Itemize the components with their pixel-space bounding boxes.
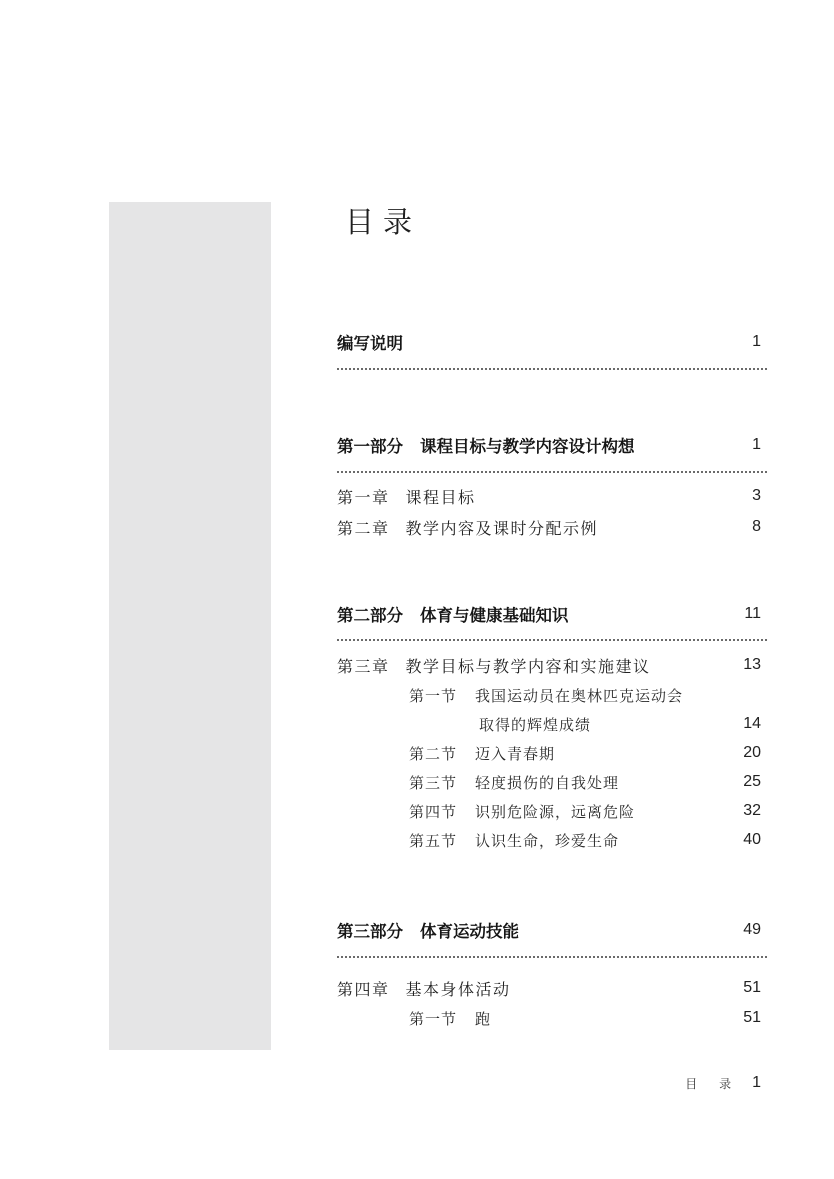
footer-page-number: 1 [752,1074,761,1091]
part-number: 第一部分 [337,437,403,456]
chapter-number: 第四章 [337,979,390,999]
part-number: 第三部分 [337,922,403,941]
part-title: 体育运动技能 [420,922,519,941]
chapter-number: 第一章 [337,487,390,507]
toc-entry-page: 1 [752,436,761,453]
part-number: 第二部分 [337,606,403,625]
toc-entry-chapter-1[interactable] [337,483,761,509]
chapter-number: 第三章 [337,656,390,676]
section-number: 第四节 [409,802,458,821]
toc-entry-section-3-4[interactable] [337,798,761,824]
section-title: 轻度损伤的自我处理 [475,773,620,792]
section-number: 第一节 [409,1009,458,1028]
toc-entry-chapter-2[interactable] [337,514,761,540]
toc-entry-page: 11 [744,605,761,622]
section-number: 第一节 [409,686,458,705]
chapter-number: 第二章 [337,518,390,538]
toc-entry-preface[interactable] [337,329,761,355]
toc-entry-section-3-2[interactable] [337,740,761,766]
toc-entry-part-3[interactable] [337,917,761,943]
toc-entry-page: 25 [743,773,761,790]
toc-entry-page: 49 [743,921,761,938]
chapter-title: 基本身体活动 [405,979,511,999]
page-title: 目录 [345,205,422,239]
toc-entry-page: 20 [743,744,761,761]
footer-label: 目 录 [685,1076,741,1091]
page-footer [685,1074,761,1092]
section-number: 第三节 [409,773,458,792]
toc-entry-title: 编写说明 [337,334,403,353]
part-title: 课程目标与教学内容设计构想 [420,437,635,456]
side-band [109,202,271,1050]
toc-entry-section-3-1-cont[interactable] [337,711,761,737]
section-title: 我国运动员在奥林匹克运动会 [475,686,684,705]
toc-entry-page: 51 [743,1009,761,1026]
toc-entry-page: 1 [752,333,761,350]
toc-entry-page: 8 [752,518,761,535]
section-number: 第二节 [409,744,458,763]
toc-entry-page: 3 [752,487,761,504]
chapter-title: 教学内容及课时分配示例 [405,518,599,538]
toc-entry-chapter-3[interactable] [337,652,761,678]
section-title: 跑 [475,1009,492,1028]
toc-entry-section-3-5[interactable] [337,827,761,853]
toc-entry-page: 40 [743,831,761,848]
toc-entry-section-3-3[interactable] [337,769,761,795]
toc-entry-chapter-4[interactable] [337,975,761,1001]
section-title: 认识生命，珍爱生命 [475,831,620,850]
chapter-title: 教学目标与教学内容和实施建议 [405,656,651,676]
dotted-divider [337,639,767,641]
section-title-continued: 取得的辉煌成绩 [479,715,592,734]
toc-entry-page: 51 [743,979,761,996]
toc-entry-page: 32 [743,802,761,819]
toc-entry-section-3-1[interactable] [337,682,761,708]
section-title: 迈入青春期 [475,744,556,763]
chapter-title: 课程目标 [405,487,476,507]
part-title: 体育与健康基础知识 [420,606,569,625]
dotted-divider [337,471,767,473]
toc-entry-part-2[interactable] [337,601,761,627]
section-number: 第五节 [409,831,458,850]
toc-entry-page: 14 [743,715,761,732]
section-title: 识别危险源，远离危险 [475,802,636,821]
toc-entry-page: 13 [743,656,761,673]
dotted-divider [337,956,767,958]
dotted-divider [337,368,767,370]
toc-entry-section-4-1[interactable] [337,1005,761,1031]
toc-entry-part-1[interactable] [337,432,761,458]
